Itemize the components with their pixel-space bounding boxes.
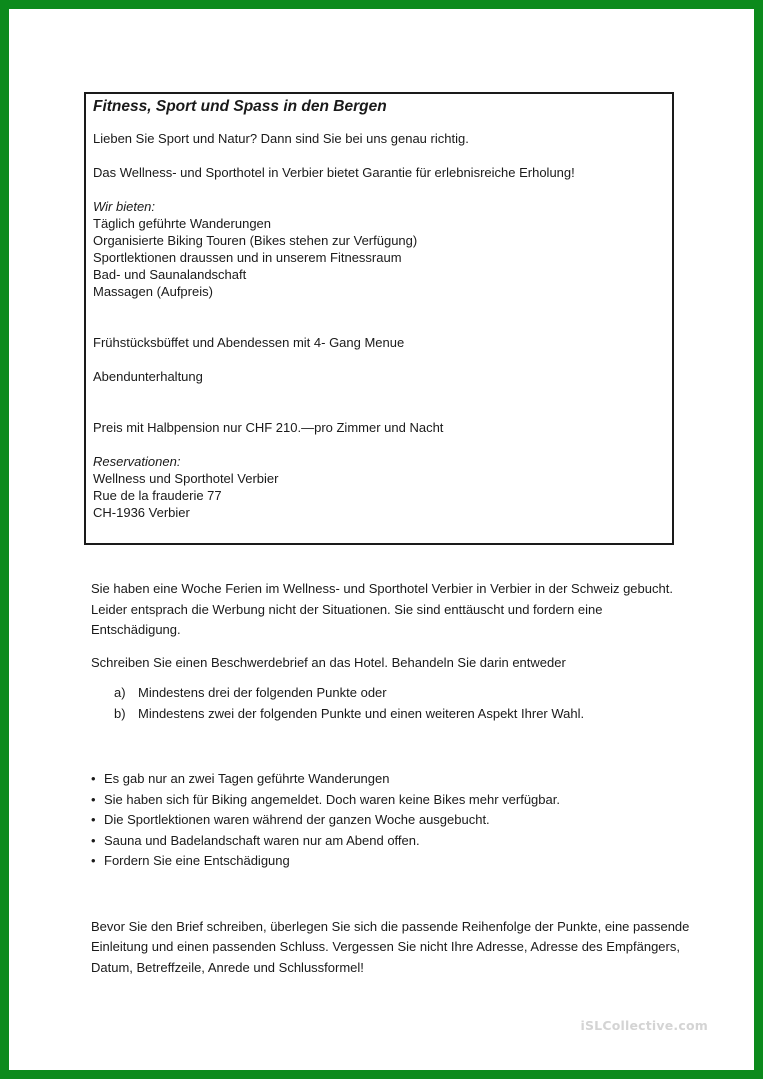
- bullet-icon: •: [91, 853, 96, 868]
- ad-meals: Frühstücksbüffet und Abendessen mit 4- Gang Menue: [93, 335, 405, 350]
- hotel-advertisement-box: [84, 92, 674, 545]
- ad-reservations-label: Reservationen:: [93, 454, 181, 469]
- ad-offer-item: Massagen (Aufpreis): [93, 284, 213, 299]
- point-text: Sauna und Badelandschaft waren nur am Abend offen.: [104, 832, 420, 848]
- task-section: [91, 579, 691, 990]
- complaint-points-list: [91, 769, 691, 872]
- ad-price: Preis mit Halbpension nur CHF 210.—pro Zimmer und Nacht: [93, 420, 444, 435]
- ad-address-line: Rue de la frauderie 77: [93, 488, 222, 503]
- point-text: Die Sportlektionen waren während der ganzen Woche ausgebucht.: [104, 812, 490, 827]
- task-instruction: Schreiben Sie einen Beschwerdebrief an das Hotel. Behandeln Sie darin entweder: [91, 654, 566, 670]
- ad-offer-item: Bad- und Saunalandschaft: [93, 267, 247, 282]
- ad-offer-item: Sportlektionen draussen und in unserem Fitnessraum: [93, 250, 402, 265]
- list-item: [114, 704, 691, 725]
- ad-offer-item: Organisierte Biking Touren (Bikes stehen zur Verfügung): [93, 233, 418, 248]
- task-options-list: [91, 683, 691, 724]
- ad-address-line: Wellness und Sporthotel Verbier: [93, 471, 279, 486]
- ad-offer-item: Täglich geführte Wanderungen: [93, 216, 272, 231]
- option-mark: b): [114, 705, 126, 721]
- bullet-icon: •: [91, 771, 96, 786]
- ad-address-line: CH-1936 Verbier: [93, 505, 190, 520]
- list-item: [91, 790, 691, 811]
- option-mark: a): [114, 685, 126, 700]
- task-situation: Sie haben eine Woche Ferien im Wellness- und Sporthotel Verbier in Verbier in der Schweiz gebucht. Leider entsprach die Werbung nicht der Situationen. Sie sind enttäuscht und fordern eine Entschädigung.: [91, 581, 673, 637]
- list-item: [114, 683, 691, 704]
- point-text: Sie haben sich für Biking angemeldet. Doch waren keine Bikes mehr verfügbar.: [104, 791, 560, 807]
- bullet-icon: •: [91, 832, 96, 848]
- list-item: [91, 851, 691, 872]
- list-item: [91, 831, 691, 852]
- bullet-icon: •: [91, 791, 96, 807]
- list-item: [91, 810, 691, 831]
- ad-title: Fitness, Sport und Spass in den Bergen: [93, 98, 387, 115]
- watermark-logo: iSLCollective.com: [580, 1018, 708, 1033]
- task-closing-note: Bevor Sie den Brief schreiben, überlegen Sie sich die passende Reihenfolge der Punkte, eine passende Einleitung und einen passenden Schluss. Vergessen Sie nicht Ihre Adresse, Adresse des Empfängers, Datum, Betreffzeile, Anrede und Schlussformel!: [91, 918, 690, 975]
- ad-reservations: [93, 453, 665, 521]
- bullet-icon: •: [91, 812, 96, 827]
- ad-offers: [93, 198, 665, 300]
- ad-intro: Lieben Sie Sport und Natur? Dann sind Sie bei uns genau richtig.: [93, 131, 469, 146]
- option-text: Mindestens drei der folgenden Punkte oder: [138, 685, 387, 700]
- list-item: [91, 769, 691, 790]
- point-text: Fordern Sie eine Entschädigung: [104, 853, 290, 868]
- point-text: Es gab nur an zwei Tagen geführte Wanderungen: [104, 771, 390, 786]
- ad-offers-label: Wir bieten:: [93, 199, 156, 214]
- option-text: Mindestens zwei der folgenden Punkte und einen weiteren Aspekt Ihrer Wahl.: [138, 705, 585, 721]
- ad-entertainment: Abendunterhaltung: [93, 369, 203, 384]
- ad-guarantee: Das Wellness- und Sporthotel in Verbier bietet Garantie für erlebnisreiche Erholung!: [93, 165, 575, 180]
